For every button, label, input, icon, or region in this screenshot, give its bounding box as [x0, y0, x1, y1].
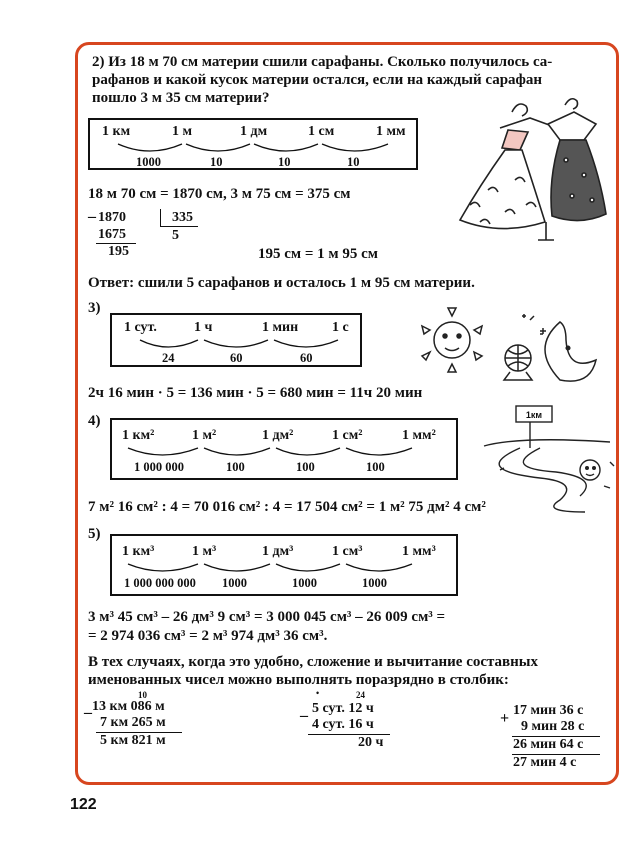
factor-minute-second: 60	[300, 351, 313, 365]
unit-m: 1 м	[172, 124, 193, 139]
factor-dm-cm: 10	[278, 155, 291, 169]
factor-cm2-mm2: 100	[366, 460, 385, 474]
unit-dm: 1 дм	[240, 124, 268, 139]
problem5-equation-1: 3 м³ 45 см³ – 26 дм³ 9 см³ = 3 000 045 см³ – 26 009 см³ =	[88, 609, 446, 625]
c1-sign: –	[84, 704, 92, 721]
division-quotient: 5	[172, 228, 179, 243]
factor-cm3-mm3: 1000	[362, 576, 387, 590]
remainder-conversion: 195 см = 1 м 95 см	[258, 246, 379, 262]
factor-hour-minute: 60	[230, 351, 243, 365]
unit-day: 1 сут.	[124, 320, 157, 335]
c1-carry: 10	[138, 690, 147, 700]
unit-m3: 1 м³	[192, 544, 217, 559]
conversion-line: 18 м 70 см = 1870 см, 3 м 75 см = 375 см	[88, 186, 351, 202]
km-sign-text: 1км	[525, 410, 543, 420]
rule-line-1: В тех случаях, когда это удобно, сложение и вычитание составных	[88, 654, 539, 670]
unit-cm: 1 см	[308, 124, 335, 139]
problem2-line-2: рафанов и какой кусок материи остался, если на каждый сарафан	[92, 72, 543, 88]
factor-km3-m3: 1 000 000 000	[124, 576, 196, 590]
problem3-label: 3)	[88, 300, 101, 316]
problem2-line-1: 2) Из 18 м 70 см материи сшили сарафаны. Сколько получилось са-	[92, 54, 553, 70]
factor-km2-m2: 1 000 000	[134, 460, 184, 474]
c3-sum: 26 мин 64 с	[513, 737, 584, 752]
factor-m-dm: 10	[210, 155, 223, 169]
factor-dm2-cm2: 100	[296, 460, 315, 474]
problem2-line-3: пошло 3 м 35 см материи?	[92, 90, 270, 106]
c2-carry-dot: •	[316, 688, 320, 698]
unit-mm: 1 мм	[376, 124, 406, 139]
problem5-label: 5)	[88, 526, 101, 542]
unit-cm3: 1 см³	[332, 544, 363, 559]
unit-dm3: 1 дм³	[262, 544, 294, 559]
unit-second: 1 с	[332, 320, 349, 335]
division-dividend: 1870	[98, 210, 126, 225]
problem4-label: 4)	[88, 413, 101, 429]
c1-result: 5 км 821 м	[100, 733, 166, 748]
factor-m2-dm2: 100	[226, 460, 245, 474]
c2-top: 5 сут. 12 ч	[312, 701, 374, 716]
unit-km2: 1 км²	[122, 428, 155, 443]
problem2-answer: Ответ: сшили 5 сарафанов и осталось 1 м 95 см материи.	[88, 275, 475, 291]
rule-line-2: именованных чисел можно выполнять поразрядно в столбик:	[88, 672, 509, 688]
unit-minute: 1 мин	[262, 320, 299, 335]
problem4-equation: 7 м² 16 см² : 4 = 70 016 см² : 4 = 17 504 см² = 1 м² 75 дм² 4 см²	[88, 499, 486, 515]
c2-carry: 24	[356, 690, 365, 700]
c3-result: 27 мин 4 с	[513, 755, 577, 770]
factor-m3-dm3: 1000	[222, 576, 247, 590]
factor-km-m: 1000	[136, 155, 161, 169]
c1-bottom: 7 км 265 м	[100, 715, 166, 730]
page-number: 122	[70, 796, 97, 813]
minus-sign: –	[88, 208, 96, 225]
c2-sign: –	[300, 707, 308, 724]
c3-sign: +	[500, 710, 510, 727]
c1-top: 13 км 086 м	[92, 699, 165, 714]
c2-bottom: 4 сут. 16 ч	[312, 717, 374, 732]
unit-mm2: 1 мм²	[402, 428, 436, 443]
unit-cm2: 1 см²	[332, 428, 363, 443]
c3-bottom: 9 мин 28 с	[521, 719, 585, 734]
division-remainder: 195	[108, 244, 129, 259]
c3-top: 17 мин 36 с	[513, 703, 584, 718]
c2-result: 20 ч	[358, 735, 384, 750]
unit-km3: 1 км³	[122, 544, 155, 559]
division-divisor: 335	[172, 210, 193, 225]
factor-day-hour: 24	[162, 351, 175, 365]
factor-dm3-cm3: 1000	[292, 576, 317, 590]
division-subtract: 1675	[98, 227, 126, 242]
unit-dm2: 1 дм²	[262, 428, 294, 443]
unit-m2: 1 м²	[192, 428, 217, 443]
unit-mm3: 1 мм³	[402, 544, 436, 559]
unit-hour: 1 ч	[194, 320, 213, 335]
problem5-equation-2: = 2 974 036 см³ = 2 м³ 974 дм³ 36 см³.	[88, 628, 328, 644]
factor-cm-mm: 10	[347, 155, 360, 169]
problem3-equation: 2ч 16 мин · 5 = 136 мин · 5 = 680 мин = 11ч 20 мин	[88, 385, 423, 401]
unit-km: 1 км	[102, 124, 131, 139]
